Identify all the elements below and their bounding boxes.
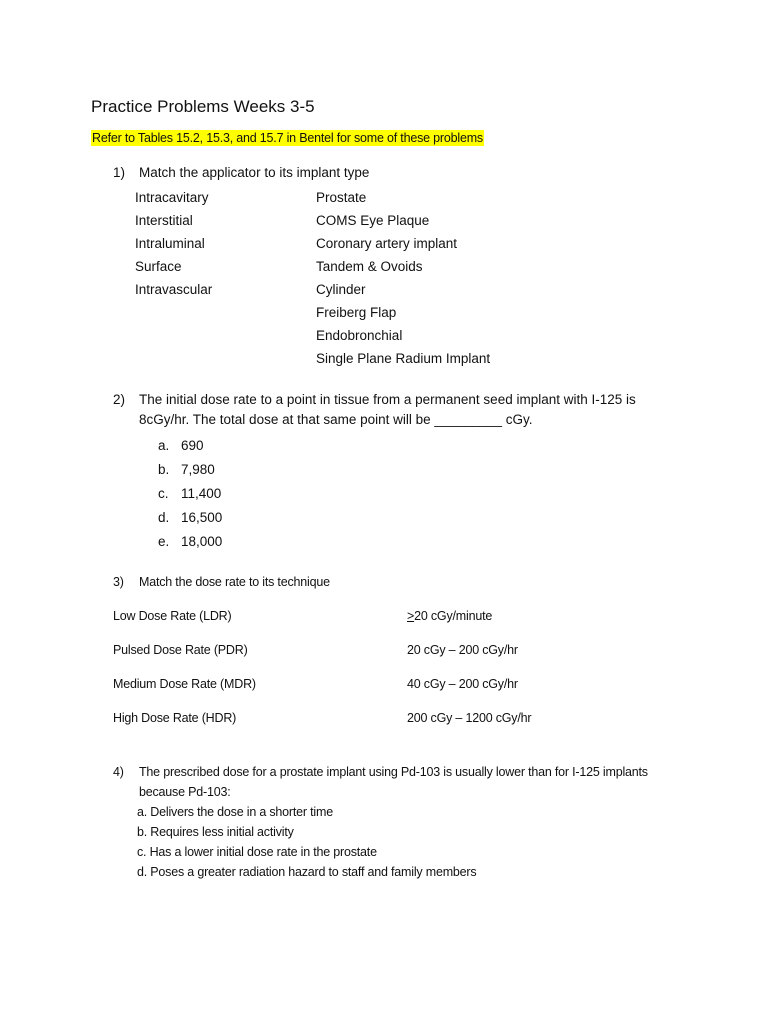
answer-option [158,434,222,458]
answer-option [158,506,222,530]
answer-option [158,530,222,554]
question-text-line-2: 8cGy/hr. The total dose at that same point will be _________ cGy. [139,412,533,427]
implant-type-list [316,186,490,370]
dose-rate-value: 40 cGy – 200 cGy/hr [407,677,518,691]
implant-type-item: Coronary artery implant [316,236,458,251]
option-letter: c. [158,486,169,501]
question-number: 3) [113,575,124,589]
question-text: Match the dose rate to its technique [139,575,330,589]
implant-type-item: COMS Eye Plaque [316,213,430,228]
implant-type-item: Endobronchial [316,328,403,343]
dose-rate-value: 20 cGy – 200 cGy/hr [407,643,518,657]
applicator-item: Interstitial [135,213,193,228]
applicator-item: Intraluminal [135,236,205,251]
answer-options [158,434,222,554]
dose-rate-value: 200 cGy – 1200 cGy/hr [407,711,532,725]
option-value: 18,000 [181,534,223,549]
answer-option: c. Has a lower initial dose rate in the prostate [137,845,377,859]
question-number: 4) [113,765,124,779]
question-text: Match the applicator to its implant type [139,165,370,180]
answer-option: b. Requires less initial activity [137,825,294,839]
greater-equal-symbol: > [407,609,415,623]
answer-option: d. Poses a greater radiation hazard to staff and family members [137,865,477,879]
applicator-item: Intracavitary [135,190,209,205]
question-text-line-1: The prescribed dose for a prostate implant using Pd-103 is usually lower than for I-125 implants [139,765,648,779]
implant-type-item: Tandem & Ovoids [316,259,423,274]
question-text-line-2: because Pd-103: [139,785,231,799]
question-text-line-1: The initial dose rate to a point in tissue from a permanent seed implant with I-125 is [139,392,636,407]
option-value: 7,980 [181,462,215,477]
question-1 [113,165,713,375]
option-value: 690 [181,438,204,453]
page-title: Practice Problems Weeks 3-5 [91,97,315,116]
option-value: 16,500 [181,510,223,525]
dose-rate-value: >20 cGy/minute [407,609,493,623]
answer-option [158,458,222,482]
technique-label: Low Dose Rate (LDR) [113,609,232,623]
answer-option [158,482,222,506]
implant-type-item: Freiberg Flap [316,305,397,320]
option-letter: a. [158,438,170,453]
highlighted-note: Refer to Tables 15.2, 15.3, and 15.7 in Bentel for some of these problems [92,131,483,145]
option-value: 11,400 [181,486,222,501]
answer-option: a. Delivers the dose in a shorter time [137,805,333,819]
implant-type-item: Prostate [316,190,367,205]
applicator-list [135,186,212,301]
technique-label: High Dose Rate (HDR) [113,711,237,725]
question-4 [113,765,733,885]
applicator-item: Intravascular [135,282,213,297]
question-number: 1) [113,165,126,180]
technique-label: Pulsed Dose Rate (PDR) [113,643,248,657]
question-number: 2) [113,392,126,407]
option-letter: e. [158,534,170,549]
technique-label: Medium Dose Rate (MDR) [113,677,256,691]
implant-type-item: Cylinder [316,282,366,297]
option-letter: b. [158,462,170,477]
question-2 [113,392,713,557]
question-3 [113,575,713,735]
option-letter: d. [158,510,170,525]
implant-type-item: Single Plane Radium Implant [316,351,491,366]
applicator-item: Surface [135,259,182,274]
